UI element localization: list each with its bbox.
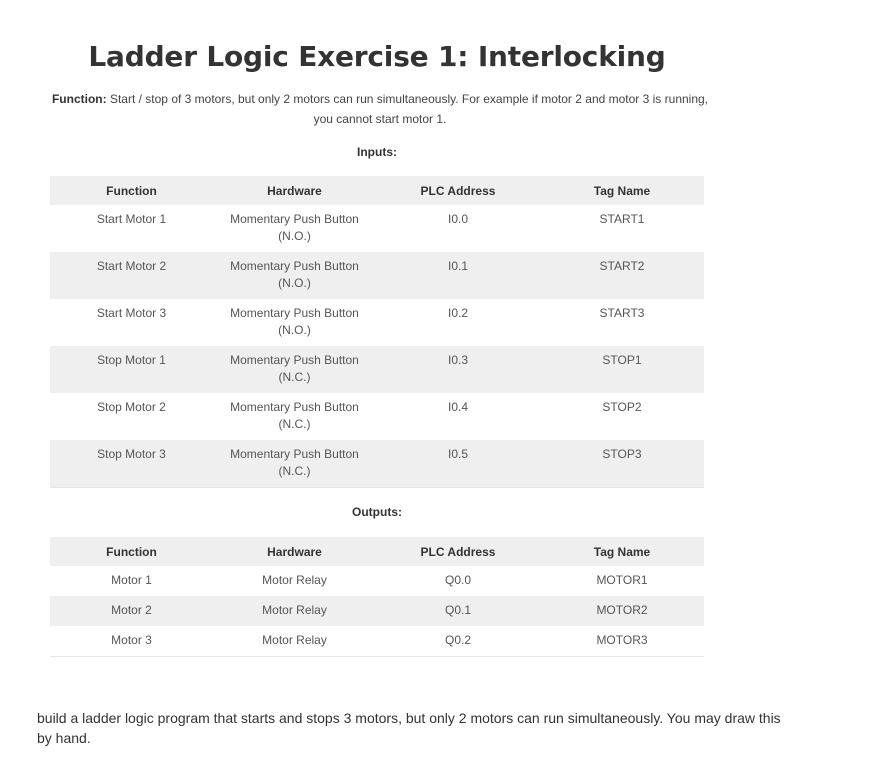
hardware-name: Momentary Push Button xyxy=(230,447,359,461)
contact-type: (N.C.) xyxy=(278,417,311,431)
table-header-row xyxy=(50,176,704,205)
table-row xyxy=(50,440,704,487)
table-row xyxy=(50,596,704,626)
cell-tag-name: START1 xyxy=(599,212,645,226)
function-label: Function: xyxy=(51,92,107,106)
table-row xyxy=(50,626,704,656)
function-text: Start / stop of 3 motors, but only 2 motors can run simultaneously. For example if motor 2 and motor 3 is running, you cannot start motor 1. xyxy=(106,92,709,126)
outputs-table xyxy=(50,537,704,657)
cell-hardware: Motor Relay xyxy=(213,596,376,626)
column-header-plc-address: PLC Address xyxy=(376,176,540,205)
contact-type: (N.O.) xyxy=(278,229,311,243)
hardware-name: Momentary Push Button xyxy=(230,259,359,273)
contact-type: (N.O.) xyxy=(278,276,311,290)
cell-function: Motor 1 xyxy=(111,573,152,587)
column-header-function: Function xyxy=(50,537,213,566)
cell-tag-name: MOTOR1 xyxy=(596,573,648,587)
cell-plc-address: I0.4 xyxy=(447,400,468,414)
cell-tag-name: STOP1 xyxy=(540,346,704,393)
cell-function: Motor 3 xyxy=(50,626,213,656)
table-row xyxy=(50,346,704,393)
cell-hardware xyxy=(213,252,376,299)
cell-plc-address: I0.1 xyxy=(376,252,540,299)
cell-function: Start Motor 3 xyxy=(96,306,167,320)
cell-function: Motor 2 xyxy=(50,596,213,626)
cell-hardware xyxy=(213,205,376,252)
function-description xyxy=(50,89,710,129)
cell-hardware xyxy=(213,346,376,393)
cell-plc-address: I0.3 xyxy=(376,346,540,393)
table-row xyxy=(50,205,704,252)
cell-plc-address: Q0.1 xyxy=(376,596,540,626)
cell-plc-address: Q0.0 xyxy=(444,573,471,587)
hardware-name: Momentary Push Button xyxy=(230,400,359,414)
column-header-function: Function xyxy=(50,176,213,205)
contact-type: (N.C.) xyxy=(278,370,311,384)
cell-function: Stop Motor 1 xyxy=(50,346,213,393)
cell-function: Start Motor 2 xyxy=(50,252,213,299)
cell-hardware xyxy=(213,393,376,440)
hardware-name: Momentary Push Button xyxy=(230,306,359,320)
cell-tag-name: STOP2 xyxy=(602,400,642,414)
column-header-tag-name: Tag Name xyxy=(540,176,704,205)
table-row xyxy=(50,252,704,299)
cell-plc-address: I0.0 xyxy=(447,212,468,226)
cell-function: Start Motor 1 xyxy=(96,212,167,226)
contact-type: (N.C.) xyxy=(278,464,311,478)
cell-plc-address: I0.5 xyxy=(376,440,540,487)
cell-function: Stop Motor 3 xyxy=(50,440,213,487)
inputs-heading: Inputs: xyxy=(357,145,397,159)
cell-plc-address: I0.2 xyxy=(447,306,468,320)
column-header-plc-address: PLC Address xyxy=(376,537,540,566)
inputs-table xyxy=(50,176,704,488)
page-title: Ladder Logic Exercise 1: Interlocking xyxy=(88,40,666,73)
hardware-name: Momentary Push Button xyxy=(230,212,359,226)
column-header-tag-name: Tag Name xyxy=(540,537,704,566)
question-text: build a ladder logic program that starts and stops 3 motors, but only 2 motors can run simultaneously. You may draw this by hand. xyxy=(37,710,781,746)
table-row xyxy=(50,566,704,596)
cell-function: Stop Motor 2 xyxy=(97,400,166,414)
table-row xyxy=(50,393,704,440)
outputs-heading: Outputs: xyxy=(352,505,402,519)
column-header-hardware: Hardware xyxy=(213,537,376,566)
cell-hardware xyxy=(213,440,376,487)
cell-tag-name: STOP3 xyxy=(540,440,704,487)
cell-tag-name: MOTOR3 xyxy=(540,626,704,656)
cell-tag-name: START3 xyxy=(599,306,645,320)
table-row xyxy=(50,299,704,346)
cell-tag-name: MOTOR2 xyxy=(540,596,704,626)
cell-hardware: Motor Relay xyxy=(213,626,376,656)
contact-type: (N.O.) xyxy=(278,323,311,337)
hardware-name: Momentary Push Button xyxy=(230,353,359,367)
cell-hardware: Motor Relay xyxy=(262,573,327,587)
cell-tag-name: START2 xyxy=(540,252,704,299)
cell-plc-address: Q0.2 xyxy=(376,626,540,656)
table-header-row xyxy=(50,537,704,566)
column-header-hardware: Hardware xyxy=(213,176,376,205)
cell-hardware xyxy=(213,299,376,346)
